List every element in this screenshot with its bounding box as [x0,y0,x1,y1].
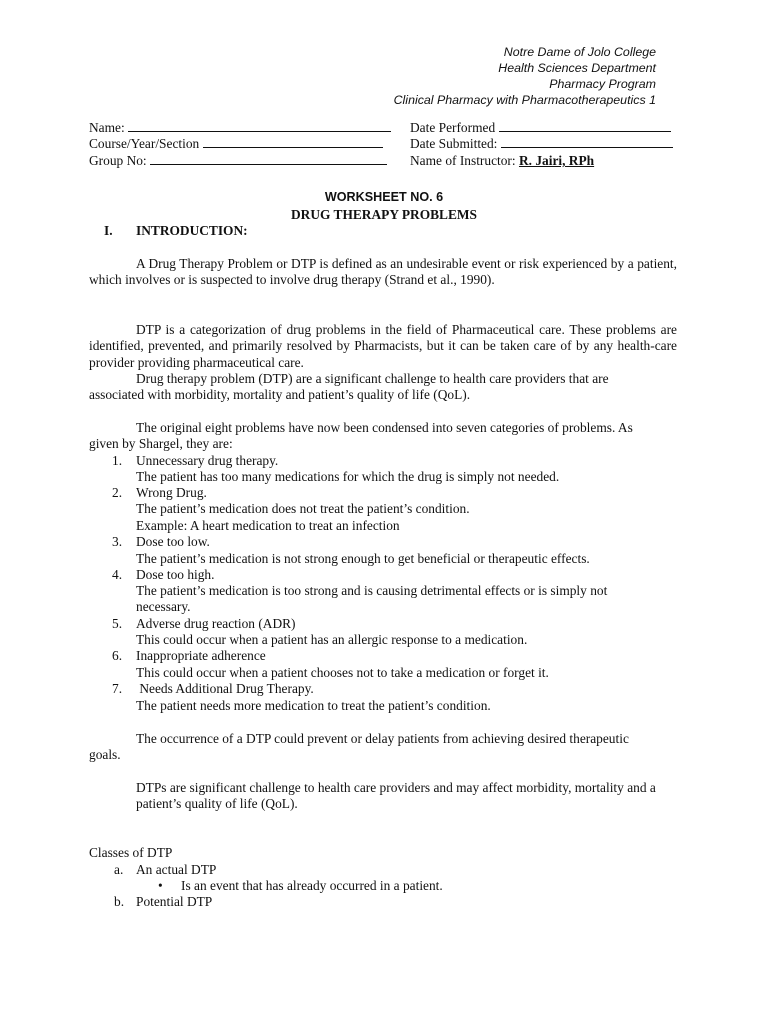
problem-description: The patient’s medication does not treat the patient’s condition. [136,501,470,516]
problem-number: 4. [112,567,123,582]
name-blank[interactable] [128,120,391,132]
group-field[interactable] [89,153,387,169]
worksheet-subtitle: DRUG THERAPY PROBLEMS [291,207,477,222]
name-field[interactable] [89,120,391,136]
name-label: Name: [89,120,125,135]
significance-paragraph: DTPs are significant challenge to health care providers and may affect morbidity, mortality and a patient’s quality of life (QoL). [136,780,656,812]
group-blank[interactable] [150,153,387,165]
section-heading: INTRODUCTION: [136,223,248,238]
problem-example: Example: A heart medication to treat an infection [136,518,400,533]
intro-paragraph-3: Drug therapy problem (DTP) are a significant challenge to health care providers that are associated with morbidity, mortality and patient’s quality of life (QoL). [89,371,609,403]
date-submitted-label: Date Submitted: [410,136,498,151]
class-b-label: Potential DTP [136,894,213,909]
bullet-icon: • [158,878,163,893]
problem-title: Wrong Drug. [136,485,207,500]
problem-description: The patient has too many medications for which the drug is simply not needed. [136,469,560,484]
problem-number: 2. [112,485,123,500]
worksheet-title: WORKSHEET NO. 6 [324,190,444,204]
problem-description: The patient needs more medication to treat the patient’s condition. [136,698,491,713]
problem-title: Needs Additional Drug Therapy. [136,681,314,696]
date-performed-label: Date Performed [410,120,496,135]
problem-description: This could occur when a patient chooses not to take a medication or forget it. [136,665,549,680]
outcome-paragraph: The occurrence of a DTP could prevent or delay patients from achieving desired therapeutic goals. [89,731,629,763]
date-performed-field[interactable] [410,120,671,136]
problem-title: Inappropriate adherence [136,648,266,663]
instructor-name: R. Jairi, RPh [518,153,595,168]
problem-number: 1. [112,453,123,468]
course-title: Clinical Pharmacy with Pharmacotherapeutics 1 [393,93,656,107]
class-a-marker: a. [114,862,124,877]
intro-paragraph-4: The original eight problems have now been condensed into seven categories of problems. As given by Shargel, they are: [89,420,633,452]
class-a-label: An actual DTP [136,862,217,877]
date-submitted-blank[interactable] [501,136,673,148]
problem-title: Dose too high. [136,567,215,582]
problem-description: This could occur when a patient has an allergic response to a medication. [136,632,528,647]
problem-title: Unnecessary drug therapy. [136,453,279,468]
department-name: Health Sciences Department [498,61,656,75]
class-a-description: Is an event that has already occurred in a patient. [181,878,443,893]
intro-paragraph-2: DTP is a categorization of drug problems in the field of Pharmaceutical care. These problems are identified, prevented, and primarily resolved by Pharmacists, but it can be taken care of by any health-care provider providing pharmaceutical care. [89,322,677,370]
problem-number: 3. [112,534,123,549]
course-blank[interactable] [203,136,383,148]
classes-heading: Classes of DTP [89,845,173,860]
problem-title: Adverse drug reaction (ADR) [136,616,296,631]
section-numeral: I. [104,223,113,238]
college-name: Notre Dame of Jolo College [503,45,656,59]
instructor-label: Name of Instructor: [410,153,516,168]
problem-number: 6. [112,648,123,663]
course-label: Course/Year/Section [89,136,200,151]
instructor-field [410,153,594,169]
course-field[interactable] [89,136,383,152]
date-performed-blank[interactable] [499,120,671,132]
problem-description: The patient’s medication is not strong enough to get beneficial or therapeutic effects. [136,551,590,566]
problem-description: The patient’s medication is too strong and is causing detrimental effects or is simply not necessary. [136,583,608,615]
problem-number: 7. [112,681,123,696]
problem-title: Dose too low. [136,534,210,549]
class-b-marker: b. [114,894,125,909]
intro-paragraph-1: A Drug Therapy Problem or DTP is defined as an undesirable event or risk experienced by a patient, which involves or is suspected to involve drug therapy (Strand et al., 1990). [89,256,677,288]
date-submitted-field[interactable] [410,136,673,152]
program-name: Pharmacy Program [549,77,656,91]
group-label: Group No: [89,153,147,168]
problem-number: 5. [112,616,123,631]
